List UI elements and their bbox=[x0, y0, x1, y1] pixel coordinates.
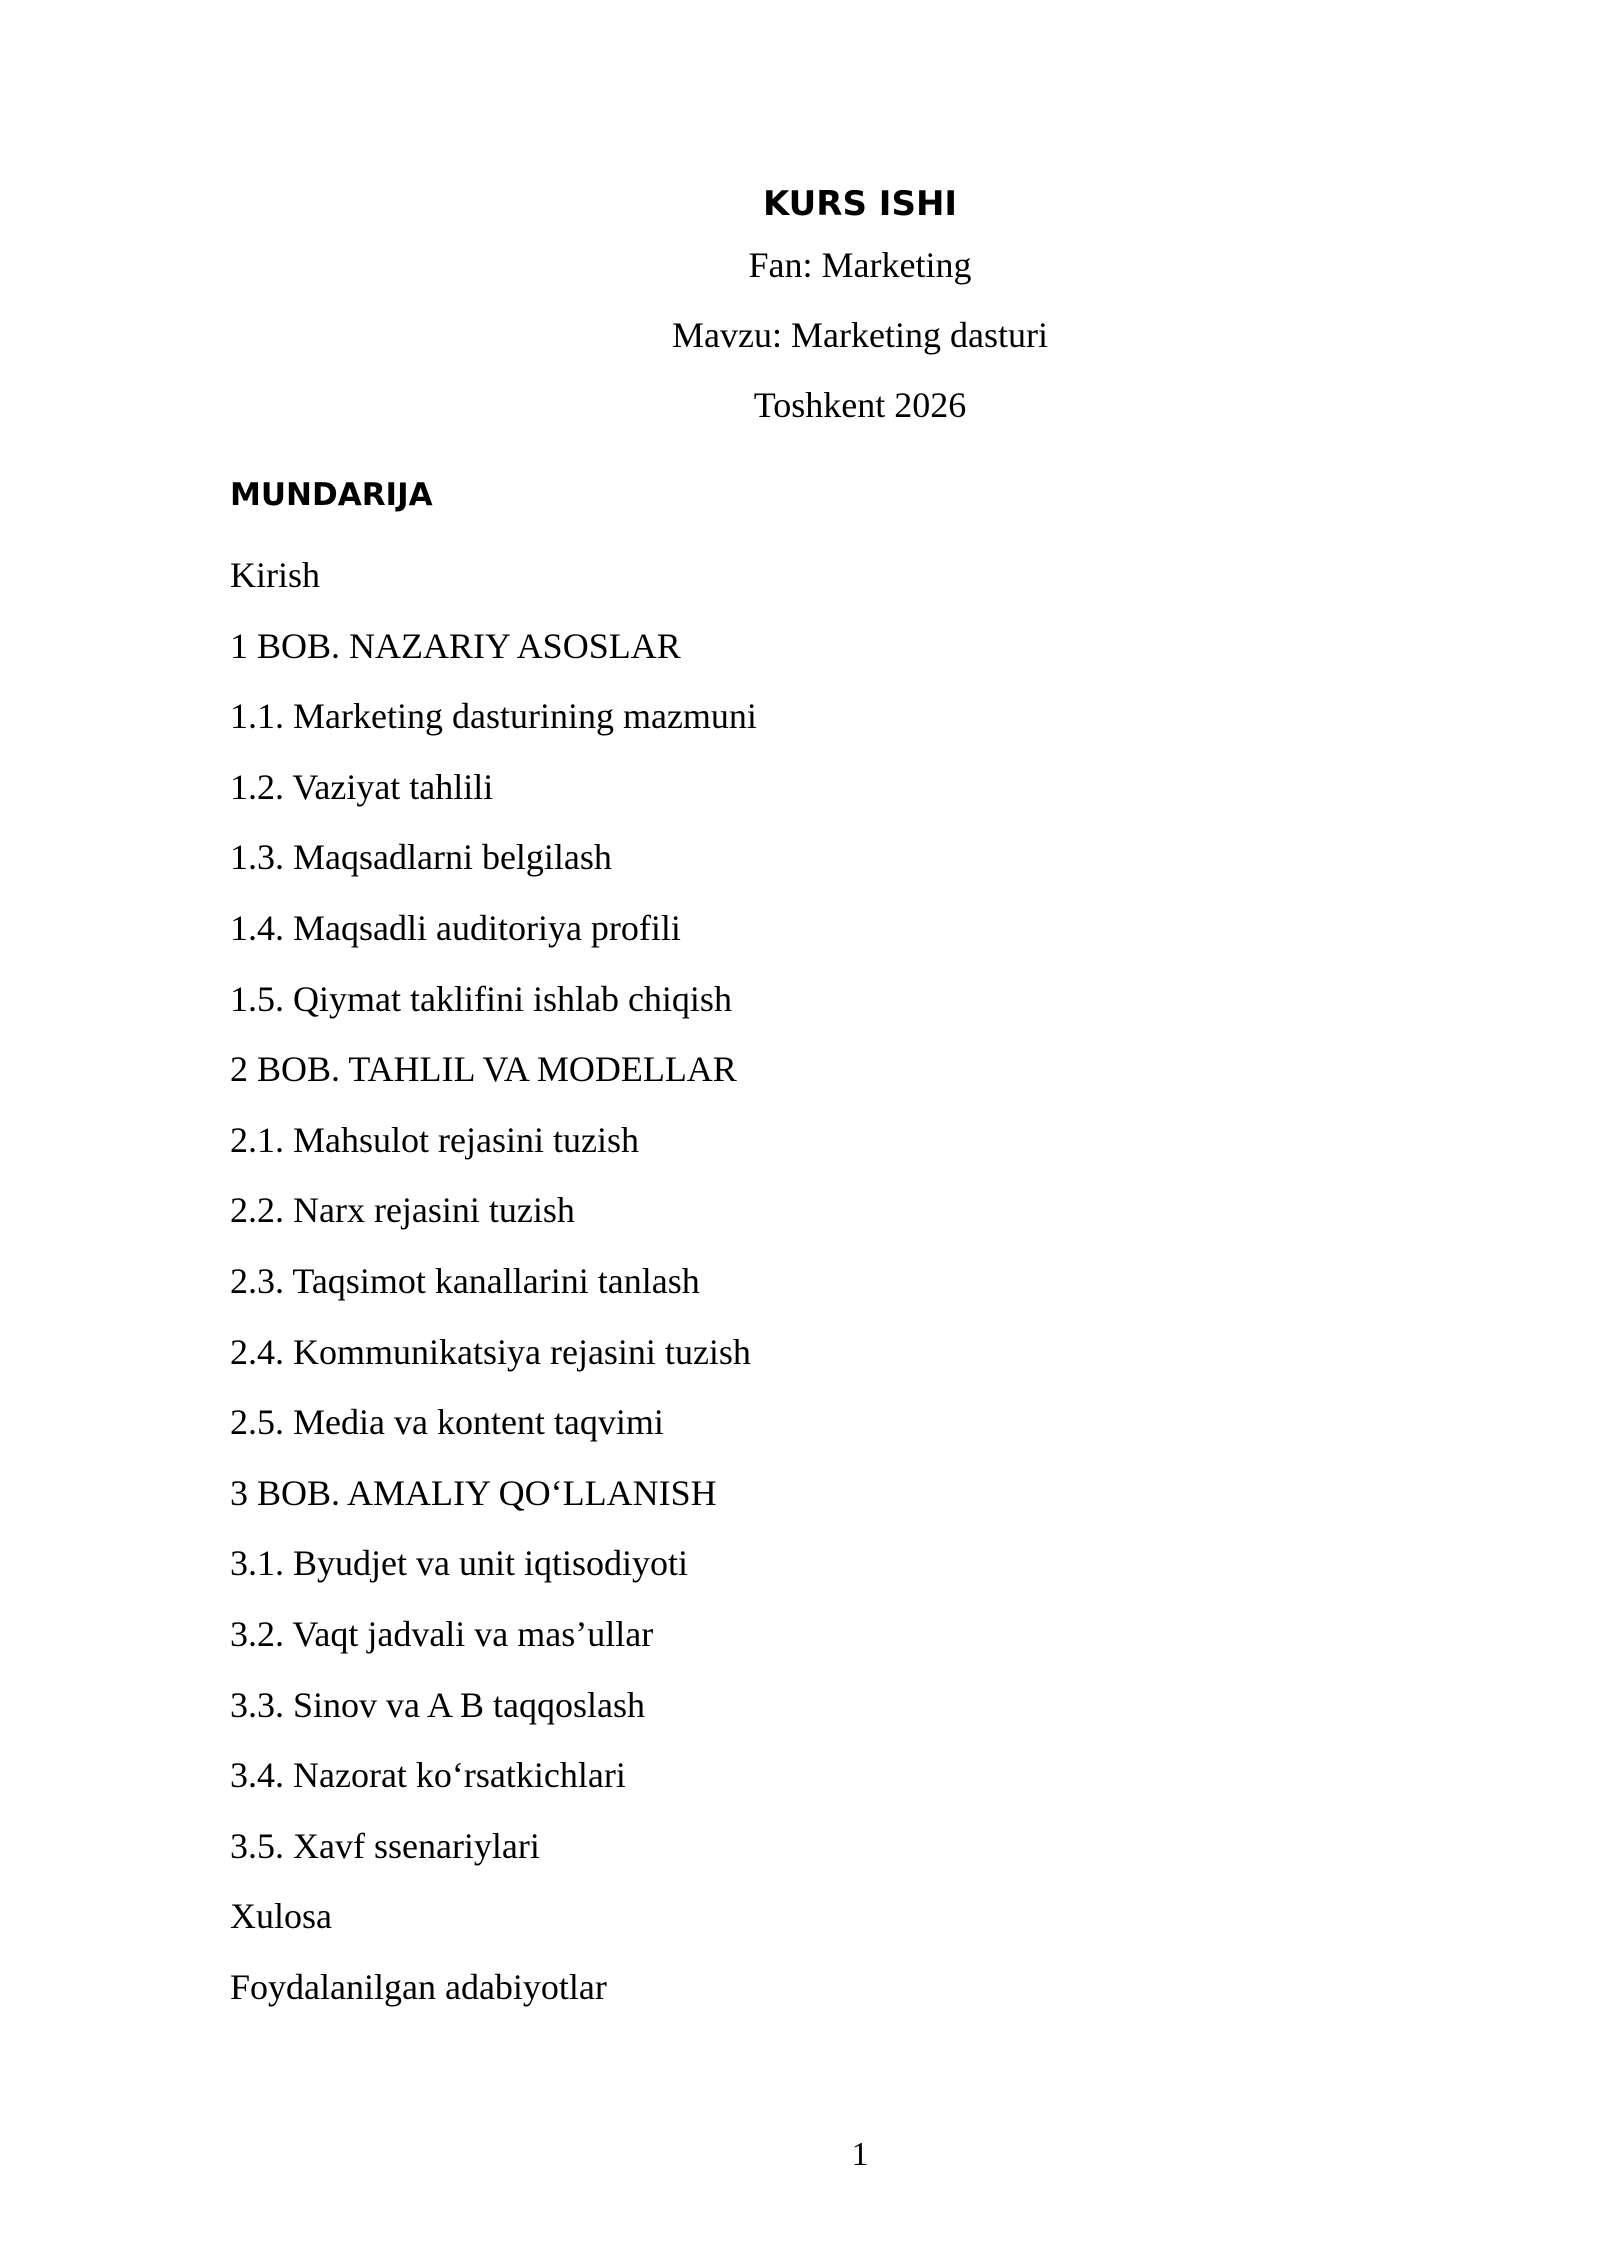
document-title: KURS ISHI bbox=[762, 184, 958, 224]
toc-item-1-3: 1.3. Maqsadlarni belgilash bbox=[230, 837, 612, 878]
toc-item-2-1: 2.1. Mahsulot rejasini tuzish bbox=[230, 1119, 639, 1160]
toc-item-1-2: 1.2. Vaziyat tahlili bbox=[230, 766, 494, 807]
toc-item-1-4: 1.4. Maqsadli auditoriya profili bbox=[230, 907, 681, 948]
toc-item-3-2: 3.2. Vaqt jadvali va mas’ullar bbox=[230, 1613, 654, 1654]
toc-item-3-5: 3.5. Xavf ssenariylari bbox=[230, 1825, 540, 1866]
toc-chapter-2: 2 BOB. TAHLIL VA MODELLAR bbox=[230, 1049, 737, 1090]
toc-item-2-4: 2.4. Kommunikatsiya rejasini tuzish bbox=[230, 1331, 751, 1372]
toc-item-1-5: 1.5. Qiymat taklifini ishlab chiqish bbox=[230, 978, 732, 1019]
toc-item-bibliography: Foydalanilgan adabiyotlar bbox=[230, 1966, 607, 2007]
place-year-line: Toshkent 2026 bbox=[753, 385, 967, 425]
subject-line: Fan: Marketing bbox=[748, 245, 972, 285]
toc-item-3-4: 3.4. Nazorat ko‘rsatkichlari bbox=[230, 1755, 626, 1796]
topic-line: Mavzu: Marketing dasturi bbox=[672, 315, 1048, 355]
title-block bbox=[0, 178, 1600, 440]
toc-chapter-1: 1 BOB. NAZARIY ASOSLAR bbox=[230, 625, 681, 666]
toc-item-3-3: 3.3. Sinov va A B taqqoslash bbox=[230, 1684, 646, 1725]
toc-heading: MUNDARIJA bbox=[230, 477, 433, 513]
toc-item-3-1: 3.1. Byudjet va unit iqtisodiyoti bbox=[230, 1543, 688, 1584]
toc-item-xulosa: Xulosa bbox=[230, 1896, 332, 1937]
page-number: 1 bbox=[851, 2136, 869, 2173]
toc-item-1-1: 1.1. Marketing dasturining mazmuni bbox=[230, 696, 757, 737]
toc-item-kirish: Kirish bbox=[230, 555, 320, 595]
toc-item-2-3: 2.3. Taqsimot kanallarini tanlash bbox=[230, 1260, 700, 1301]
toc-chapter-3: 3 BOB. AMALIY QO‘LLANISH bbox=[230, 1472, 717, 1513]
table-of-contents bbox=[230, 540, 757, 2022]
toc-item-2-2: 2.2. Narx rejasini tuzish bbox=[230, 1190, 575, 1231]
toc-item-2-5: 2.5. Media va kontent taqvimi bbox=[230, 1402, 664, 1443]
